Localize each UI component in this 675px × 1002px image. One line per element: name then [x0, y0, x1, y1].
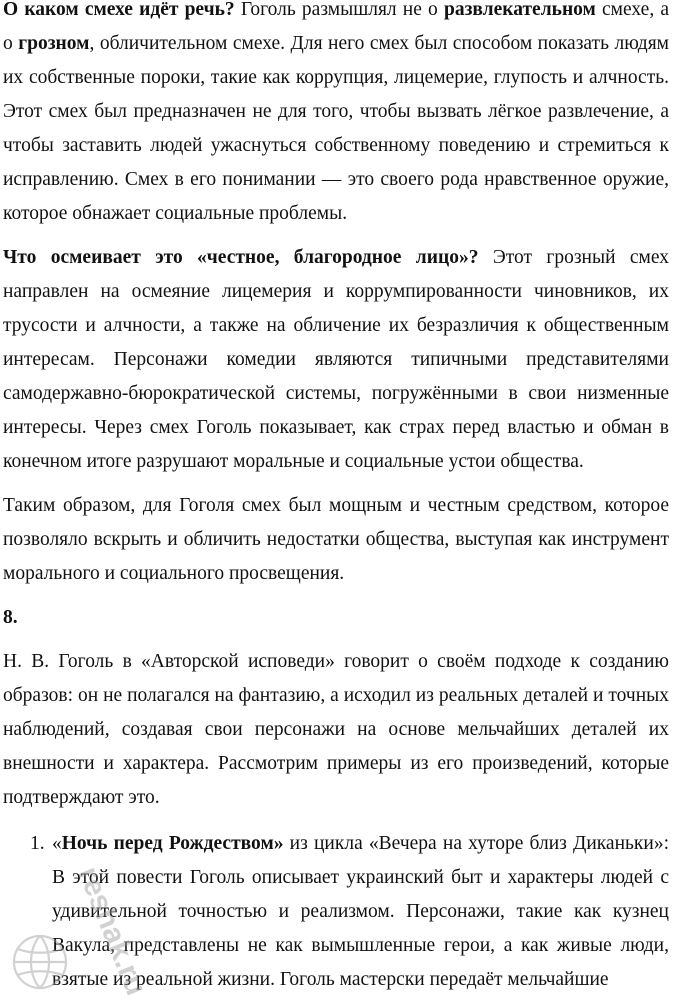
paragraph-lead: Что осмеивает это «честное, благородное лицо»? — [3, 247, 479, 268]
watermark-text: reshak.ru — [71, 862, 153, 1000]
paragraph-lead: О каком смехе идёт речь? — [3, 0, 235, 20]
paragraph-conclusion: Таким образом, для Гоголя смех был мощным и честным средством, которое позволяло вскрыть и обличить недостатки общества, выступая как инструмент морального и социального просвещения. — [3, 495, 669, 584]
paragraph-laughter-kind: О каком смехе идёт речь? Гоголь размышлял не о развлекательном смехе, а о грозном, обличительном смехе. Для него смех был способом показать людям их собственные пороки, такие как коррупция, лицемерие, глупость и алчность. Этот смех был предназначен не для того, чтобы вызвать лёгкое развлечение, а чтобы заставить людей ужаснуться собственному поведению и стремиться к исправлению. Смех в его понимании — это своего рода нравственное оружие, которое обнажает социальные проблемы. — [3, 0, 670, 224]
list-item: 1. «Ночь перед Рождеством» из цикла «Вечера на хуторе близ Диканьки»: В этой повести Гоголь описывает украинский быт и характеры людей с удивительной точностью и реализмом. Персонажи, такие как кузнец Вакула, представлены не как вымышленные герои, а как живые люди, взятые из реальной жизни. Гоголь мастерски передаёт мельчайшие — [3, 827, 669, 997]
paragraph-honest-face: Что осмеивает это «честное, благородное лицо»? Этот грозный смех направлен на осмеяние лицемерия и коррумпированности чиновников, их трусости и алчности, а также на обличение их безразличия к общественным интересам. Персонажи комедии являются типичными представителями самодержавно-бюрократической системы, погружёнными в свои низменные интересы. Через смех Гоголь показывает, как страх перед властью и обман в конечном итоге разрушают моральные и социальные устои общества. — [3, 247, 670, 472]
list-item-number: 1. — [30, 833, 45, 854]
section-heading-8: 8. — [3, 607, 18, 628]
work-title: Ночь перед Рождеством» — [61, 833, 284, 854]
examples-list — [3, 827, 669, 997]
paragraph-author-confession: Н. В. Гоголь в «Авторской исповеди» говорит о своём подходе к созданию образов: он не полагался на фантазию, а исходил из реальных деталей и точных наблюдений, создавая свои персонажи на основе мельчайших деталей их внешности и характера. Рассмотрим примеры из его произведений, которые подтверждают это. — [3, 651, 669, 808]
